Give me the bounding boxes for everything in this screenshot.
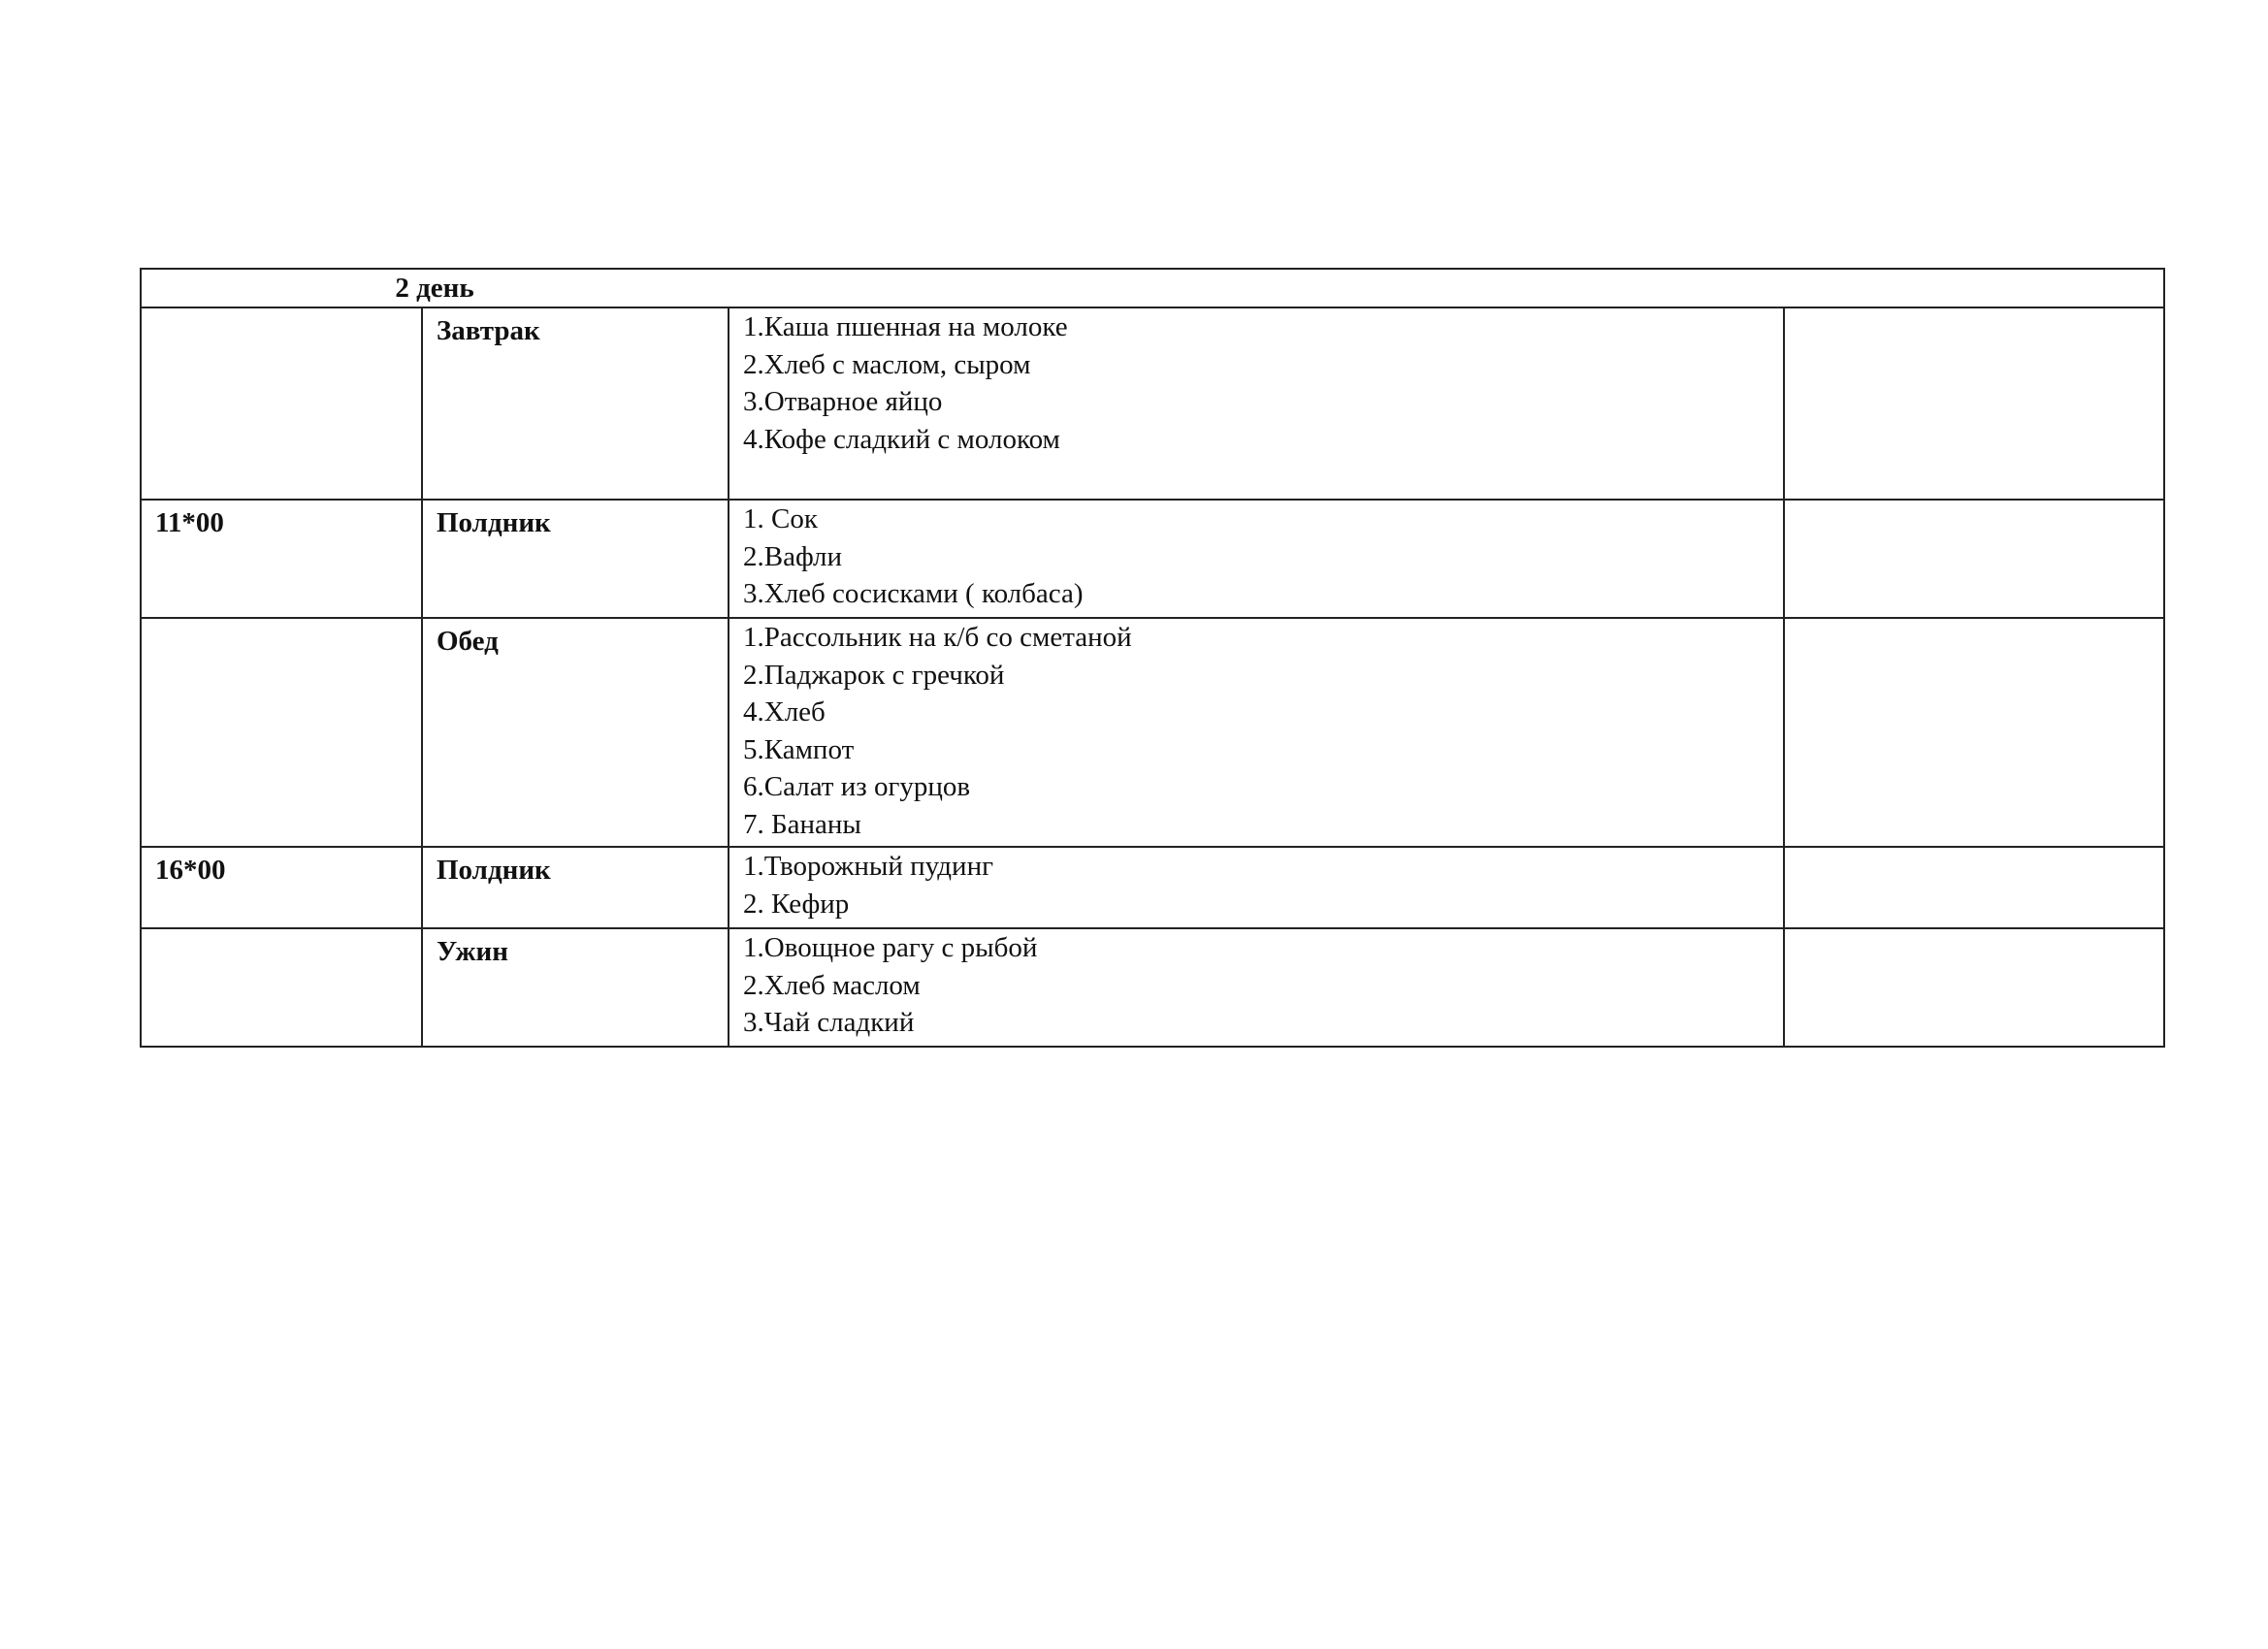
- meal-name-cell: Полдник: [422, 847, 729, 928]
- dish-item: 7. Бананы: [743, 808, 861, 840]
- dish-item: 4.Кофе сладкий с молоком: [743, 423, 1060, 455]
- dish-item: 2.Хлеб с маслом, сыром: [743, 348, 1031, 380]
- dish-item: 6.Салат из огурцов: [743, 771, 971, 802]
- dishes-cell: [729, 500, 1784, 618]
- dish-item: 4.Хлеб: [743, 696, 826, 728]
- dish-item: 3.Чай сладкий: [743, 1007, 915, 1038]
- meal-name-cell: Обед: [422, 618, 729, 847]
- day-title: 2 день: [395, 273, 474, 304]
- empty-cell: [1784, 618, 2164, 847]
- time-cell: [141, 928, 422, 1047]
- meal-row-breakfast: [141, 307, 2164, 500]
- dish-item: 1.Овощное рагу с рыбой: [743, 932, 1038, 963]
- day-header-row: [141, 269, 2164, 307]
- empty-cell: [1784, 847, 2164, 928]
- meal-row-dinner: [141, 928, 2164, 1047]
- meal-name-cell: Полдник: [422, 500, 729, 618]
- time-cell: 11*00: [141, 500, 422, 618]
- time-cell: 16*00: [141, 847, 422, 928]
- dish-item: 2.Хлеб маслом: [743, 969, 921, 1001]
- time-cell: [141, 307, 422, 500]
- dishes-cell: [729, 307, 1784, 500]
- dish-item: 3.Отварное яйцо: [743, 386, 943, 417]
- empty-cell: [1784, 500, 2164, 618]
- day-header-cell: [141, 269, 2164, 307]
- dish-item: 1. Сок: [743, 503, 818, 534]
- meal-row-snack-1600: [141, 847, 2164, 928]
- dishes-cell: [729, 618, 1784, 847]
- dish-item: 2.Паджарок с гречкой: [743, 659, 1005, 691]
- meal-name-cell: Ужин: [422, 928, 729, 1047]
- dish-item: 2.Вафли: [743, 540, 843, 572]
- meal-name-cell: Завтрак: [422, 307, 729, 500]
- dishes-cell: [729, 847, 1784, 928]
- empty-cell: [1784, 928, 2164, 1047]
- dish-item: 5.Кампот: [743, 733, 855, 765]
- dish-item: 1.Каша пшенная на молоке: [743, 311, 1068, 342]
- dishes-cell: [729, 928, 1784, 1047]
- dish-item: 1.Творожный пудинг: [743, 851, 993, 882]
- time-cell: [141, 618, 422, 847]
- empty-cell: [1784, 307, 2164, 500]
- menu-table: [140, 268, 2165, 1048]
- dish-item: 3.Хлеб сосисками ( колбаса): [743, 578, 1084, 609]
- meal-row-snack-1100: [141, 500, 2164, 618]
- dish-item: 2. Кефир: [743, 888, 850, 920]
- dish-item: 1.Рассольник на к/б со сметаной: [743, 622, 1132, 653]
- meal-row-lunch: [141, 618, 2164, 847]
